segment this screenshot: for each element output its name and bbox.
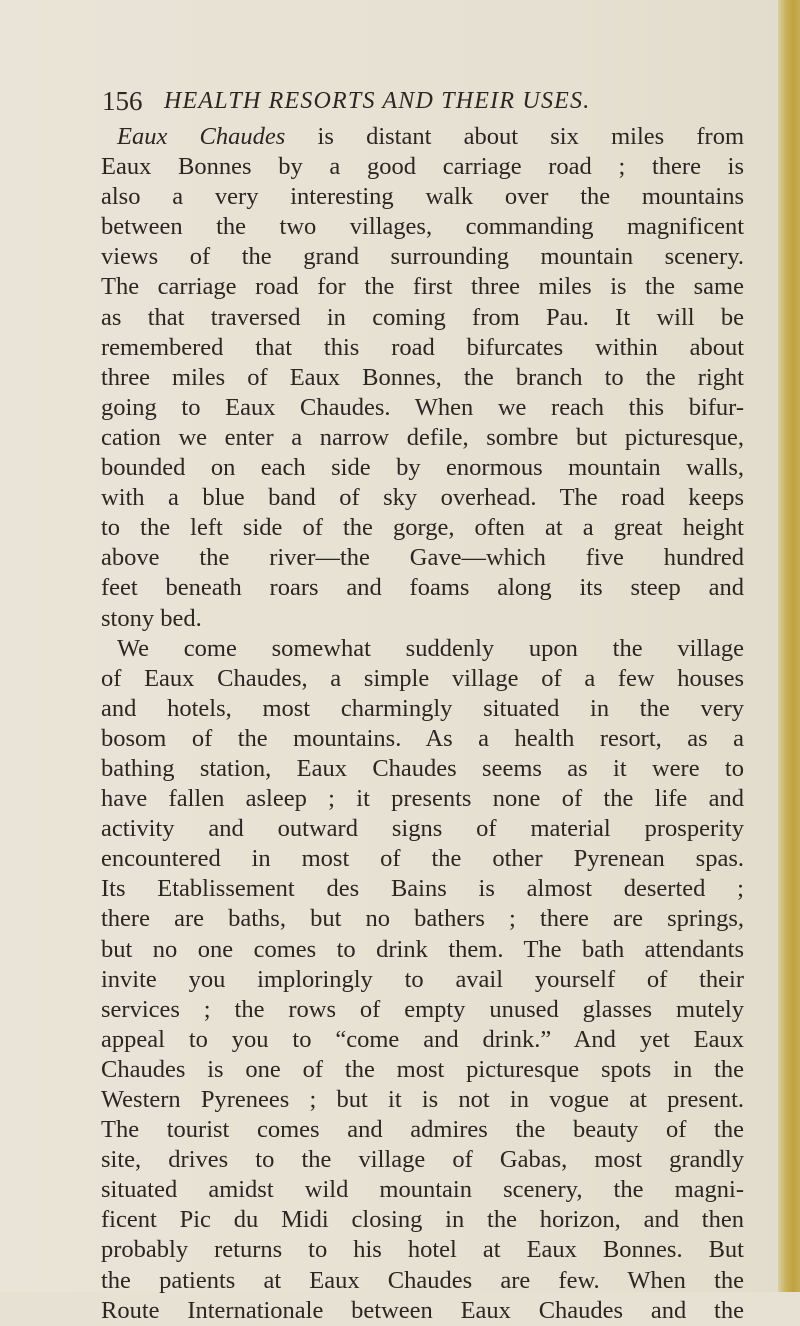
text-line: bathing station, Eaux Chaudes seems as it were to	[101, 754, 744, 782]
text-line: probably returns to his hotel at Eaux Bonnes. But	[101, 1236, 744, 1264]
page-edge	[778, 0, 800, 1292]
text-line: appeal to you to “come and drink.” And yet Eaux	[101, 1025, 744, 1053]
text-line: The carriage road for the first three miles is the same	[101, 273, 744, 301]
text-line: of Eaux Chaudes, a simple village of a few houses	[101, 664, 744, 692]
italic-lead: Eaux Chaudes	[117, 123, 286, 150]
text-line: views of the grand surrounding mountain scenery.	[101, 243, 744, 271]
text-line: encountered in most of the other Pyrenean spas.	[101, 845, 744, 873]
text-line: as that traversed in coming from Pau. It will be	[101, 303, 744, 331]
text-line: Chaudes is one of the most picturesque spots in the	[101, 1055, 744, 1083]
text-line: Western Pyrenees ; but it is not in vogue at present.	[101, 1086, 744, 1113]
text-line: cation we enter a narrow defile, sombre but picturesque,	[101, 423, 744, 451]
text-line: The tourist comes and admires the beauty of the	[101, 1116, 744, 1144]
text-line: and hotels, most charmingly situated in the very	[101, 694, 744, 722]
text-line: situated amidst wild mountain scenery, the magni-	[101, 1176, 744, 1204]
text-line: site, drives to the village of Gabas, most grandly	[101, 1146, 744, 1174]
text-line: stony bed.	[101, 604, 202, 632]
text-line: have fallen asleep ; it presents none of the life and	[101, 785, 744, 813]
text-line: bosom of the mountains. As a health resort, as a	[101, 724, 744, 752]
text-line: Route Internationale between Eaux Chaudes and the	[101, 1296, 744, 1324]
text-line: remembered that this road bifurcates within about	[101, 333, 744, 361]
page-number: 156	[102, 86, 143, 116]
text-line: the patients at Eaux Chaudes are few. When the	[101, 1266, 744, 1294]
text-line: feet beneath roars and foams along its steep and	[101, 574, 744, 602]
text-line: Eaux Bonnes by a good carriage road ; there is	[101, 153, 744, 181]
text-line: three miles of Eaux Bonnes, the branch to the right	[101, 363, 744, 391]
text-line: there are baths, but no bathers ; there are springs,	[101, 905, 744, 933]
text-line: Its Etablissement des Bains is almost deserted ;	[101, 875, 744, 903]
text-line: above the river—the Gave—which five hundred	[101, 544, 744, 572]
text-line: We come somewhat suddenly upon the village	[117, 634, 744, 662]
text-line: going to Eaux Chaudes. When we reach this bifur-	[101, 393, 744, 421]
text-line: but no one comes to drink them. The bath attendants	[101, 935, 744, 963]
text-line: bounded on each side by enormous mountain walls,	[101, 454, 744, 482]
text-line: to the left side of the gorge, often at a great height	[101, 514, 744, 542]
text-line: also a very interesting walk over the mountains	[101, 183, 744, 211]
page-header	[102, 84, 742, 118]
text-line: invite you imploringly to avail yourself of their	[101, 965, 744, 993]
text-line: Eaux Chaudes is distant about six miles from	[117, 123, 744, 150]
text-line: with a blue band of sky overhead. The road keeps	[101, 484, 744, 512]
text-line: between the two villages, commanding magnificent	[101, 213, 744, 241]
text-line: ficent Pic du Midi closing in the horizon, and then	[101, 1206, 744, 1234]
running-title: HEALTH RESORTS AND THEIR USES.	[164, 88, 591, 114]
body-text	[101, 122, 744, 1326]
text-line: services ; the rows of empty unused glasses mutely	[101, 995, 744, 1023]
text-line: activity and outward signs of material prosperity	[101, 815, 744, 843]
